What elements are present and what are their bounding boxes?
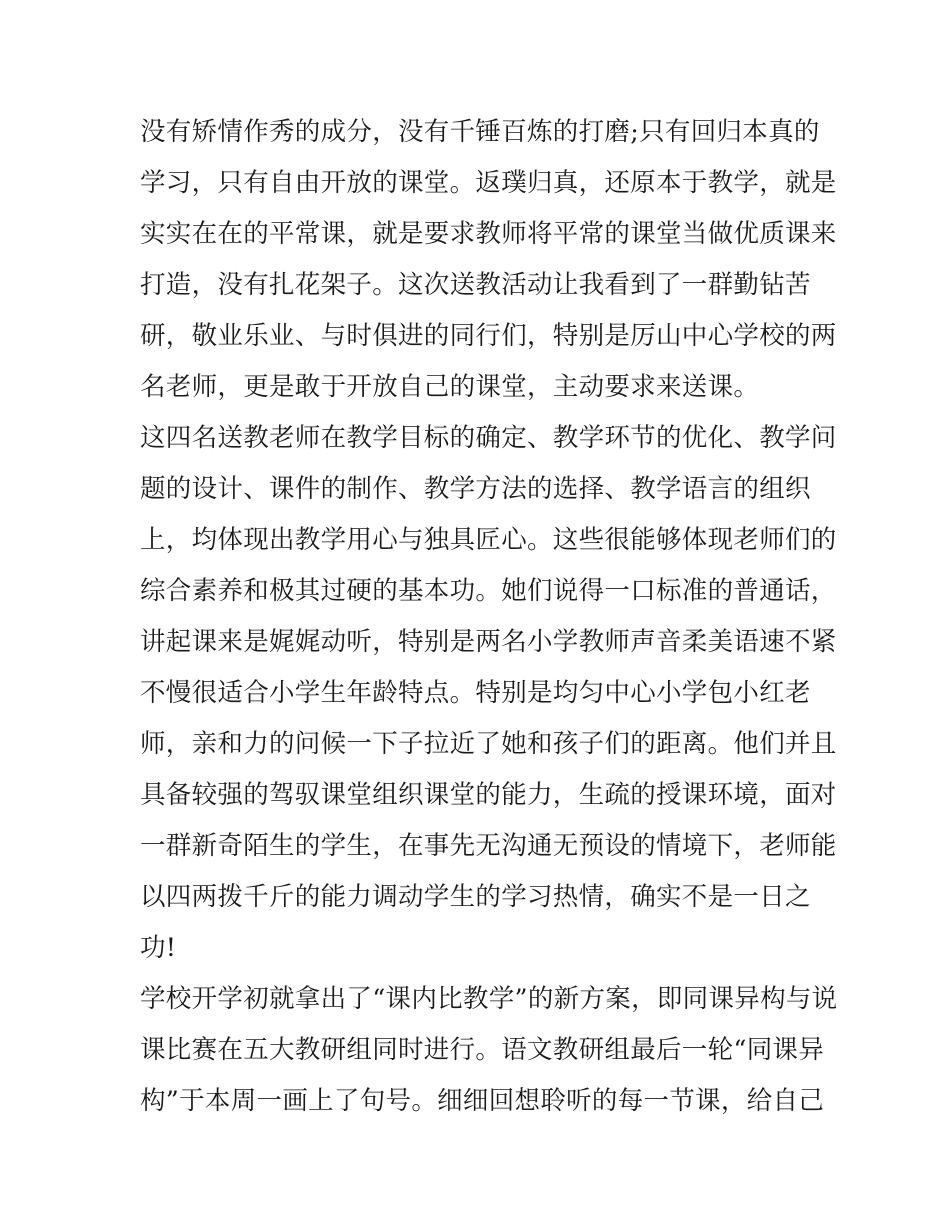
text-line: 这四名送教老师在教学目标的确定、教学环节的优化、教学问 (140, 423, 837, 453)
text-line: 功! (140, 933, 177, 963)
text-line: 学校开学初就拿出了“课内比教学”的新方案，即同课异构与说 (140, 984, 838, 1014)
text-line: 题的设计、课件的制作、教学方法的选择、教学语言的组织 (140, 474, 811, 504)
text-line: 学习，只有自由开放的课堂。返璞归真，还原本于教学，就是 (140, 168, 837, 198)
body-text (140, 107, 838, 1127)
text-line: 师，亲和力的问候一下子拉近了她和孩子们的距离。他们并且 (140, 729, 837, 759)
text-line: 上，均体现出教学用心与独具匠心。这些很能够体现老师们的 (140, 525, 837, 555)
text-line: 打造，没有扎花架子。这次送教活动让我看到了一群勤钻苦 (140, 270, 811, 300)
text-line: 具备较强的驾驭课堂组织课堂的能力，生疏的授课环境，面对 (140, 780, 837, 810)
text-line: 一群新奇陌生的学生，在事先无沟通无预设的情境下，老师能 (140, 831, 837, 861)
text-line: 名老师，更是敢于开放自己的课堂，主动要求来送课。 (140, 372, 760, 402)
text-line: 课比赛在五大教研组同时进行。语文教研组最后一轮“同课异 (140, 1035, 825, 1065)
text-line: 实实在在的平常课，就是要求教师将平常的课堂当做优质课来 (140, 219, 837, 249)
text-line: 讲起课来是娓娓动听，特别是两名小学教师声音柔美语速不紧 (140, 627, 837, 657)
text-line: 以四两拨千斤的能力调动学生的学习热情，确实不是一日之 (140, 882, 811, 912)
text-line: 构”于本周一画上了句号。细细回想聆听的每一节课，给自己 (140, 1086, 825, 1116)
text-line: 不慢很适合小学生年龄特点。特别是均匀中心小学包小红老 (140, 678, 811, 708)
text-line: 综合素养和极其过硬的基本功。她们说得一口标准的普通话， (140, 576, 837, 606)
text-line: 没有矫情作秀的成分，没有千锤百炼的打磨;只有回归本真的 (140, 117, 820, 147)
text-line: 研，敬业乐业、与时俱进的同行们，特别是厉山中心学校的两 (140, 321, 837, 351)
